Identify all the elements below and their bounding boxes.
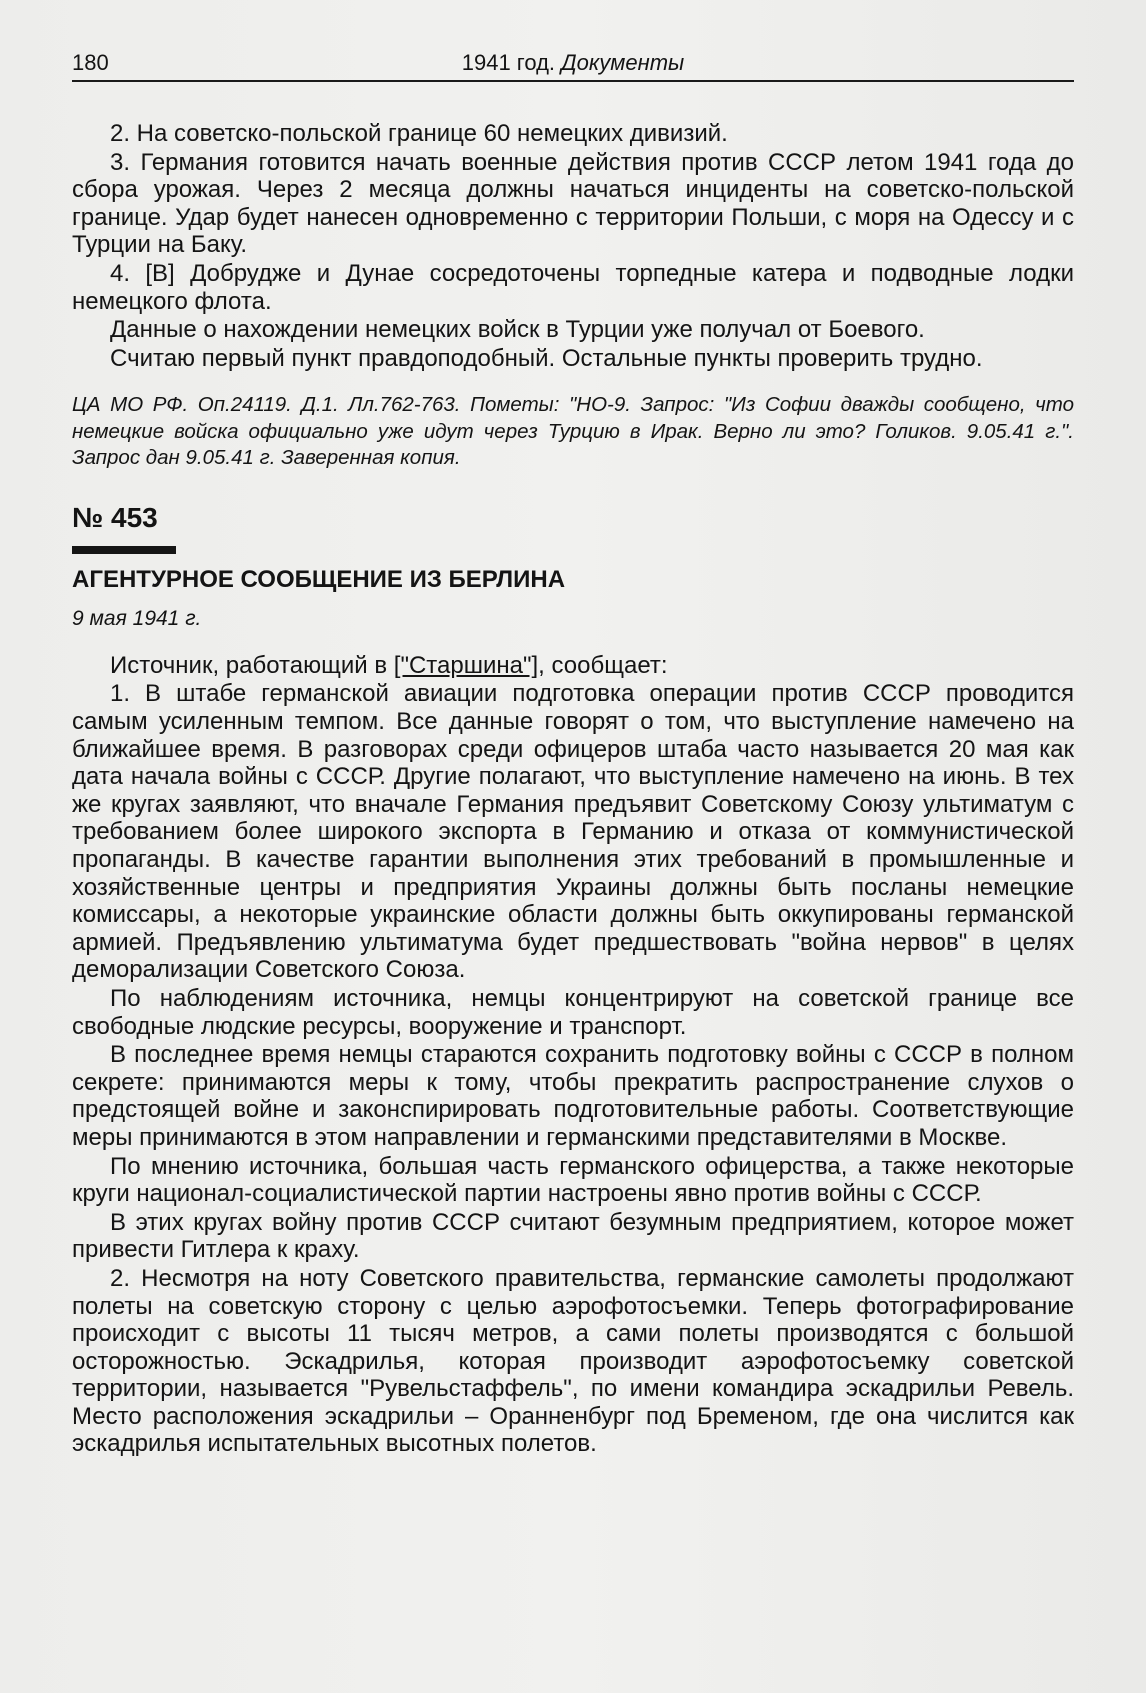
paragraph: 3. Германия готовится начать военные действия против СССР летом 1941 года до сбора урожая. Через 2 месяца должны начаться инциденты на советско-польской границе. Удар будет нанесен одновременно с территории Польши, с моря на Одессу и с Турции на Баку. [72, 148, 1074, 259]
heading-rule [72, 546, 176, 554]
source-name: ["Старшина"] [393, 651, 539, 679]
document-number: № 453 [72, 501, 158, 533]
paragraph: По наблюдениям источника, немцы концентрируют на советской границе все свободные людские ресурсы, вооружение и транспорт. [72, 984, 1074, 1040]
previous-document-tail [72, 120, 1074, 472]
paragraph: 2. Несмотря на ноту Советского правительства, германские самолеты продолжают полеты на советскую сторону с целью аэрофотосъемки. Теперь фотографирование происходит с высоты 11 тысяч метров, а сами полеты производятся с большой осторожностью. Эскадрилья, которая производит аэрофотосъемку советской территории, называется "Рувельстаффель", по имени командира эскадрильи Ревель. Место расположения эскадрильи – Оранненбург под Бременом, где она числится как эскадрилья испытательных высотных полетов. [72, 1264, 1074, 1458]
intro-paragraph [72, 652, 1074, 680]
document-title: АГЕНТУРНОЕ СООБЩЕНИЕ ИЗ БЕРЛИНА [72, 565, 566, 593]
paragraph: В последнее время немцы стараются сохранить подготовку войны с СССР в полном секрете: принимаются меры к тому, чтобы прекратить распространение слухов о предстоящей войне и законспирировать подготовительные работы. Соответствующие меры принимаются в этом направлении и германскими представителями в Москве. [72, 1041, 1074, 1151]
running-head-section: Документы [561, 50, 685, 75]
paragraph: 2. На советско-польской границе 60 немецких дивизий. [110, 120, 728, 147]
intro-before: Источник, работающий в [110, 651, 394, 679]
paragraph: 1. В штабе германской авиации подготовка операции против СССР проводится самым усиленным темпом. Все данные говорят о том, что выступление намечено на ближайшее время. В разговорах среди офицеров штаба часто называется 20 мая как дата начала войны с СССР. Другие полагают, что выступление намечено на июнь. В тех же кругах заявляют, что вначале Германия предъявит Советскому Союзу ультиматум с требованием более широкого экспорта в Германию и отказа от коммунистической пропаганды. В качестве гарантии выполнения этих требований в промышленные и хозяйственные центры и предприятия Украины должны быть посланы немецкие комиссары, а некоторые украинские области должны быть оккупированы германской армией. Предъявлению ультиматума будет предшествовать "война нервов" в целях деморализации Советского Союза. [72, 680, 1074, 984]
intro-after: , сообщает: [538, 651, 668, 679]
paragraph: В этих кругах войну против СССР считают безумным предприятием, которое может привести Гитлера к краху. [72, 1208, 1074, 1264]
document-date: 9 мая 1941 г. [72, 606, 202, 630]
page-number: 180 [72, 50, 109, 75]
archive-note: ЦА МО РФ. Оп.24119. Д.1. Лл.762-763. Пометы: "НО-9. Запрос: "Из Софии дважды сообщено, что немецкие войска официально уже идут через Турцию в Ирак. Верно ли это? Голиков. 9.05.41 г.". Запрос дан 9.05.41 г. Заверенная копия. [72, 393, 1074, 470]
paragraph: 4. [В] Добрудже и Дунае сосредоточены торпедные катера и подводные лодки немецкого флота. [72, 259, 1074, 315]
paragraph: Считаю первый пункт правдоподобный. Остальные пункты проверить трудно. [110, 344, 983, 372]
running-head-year: 1941 год. [461, 50, 556, 75]
paragraph: Данные о нахождении немецких войск в Турции уже получал от Боевого. [110, 316, 925, 344]
page-header [72, 50, 1074, 82]
page-content [72, 120, 1074, 1458]
paragraph: По мнению источника, большая часть германского офицерства, а также некоторые круги национал-социалистической партии настроены явно против войны с СССР. [72, 1152, 1074, 1208]
document-453 [72, 502, 1074, 1458]
running-head [72, 50, 1074, 76]
